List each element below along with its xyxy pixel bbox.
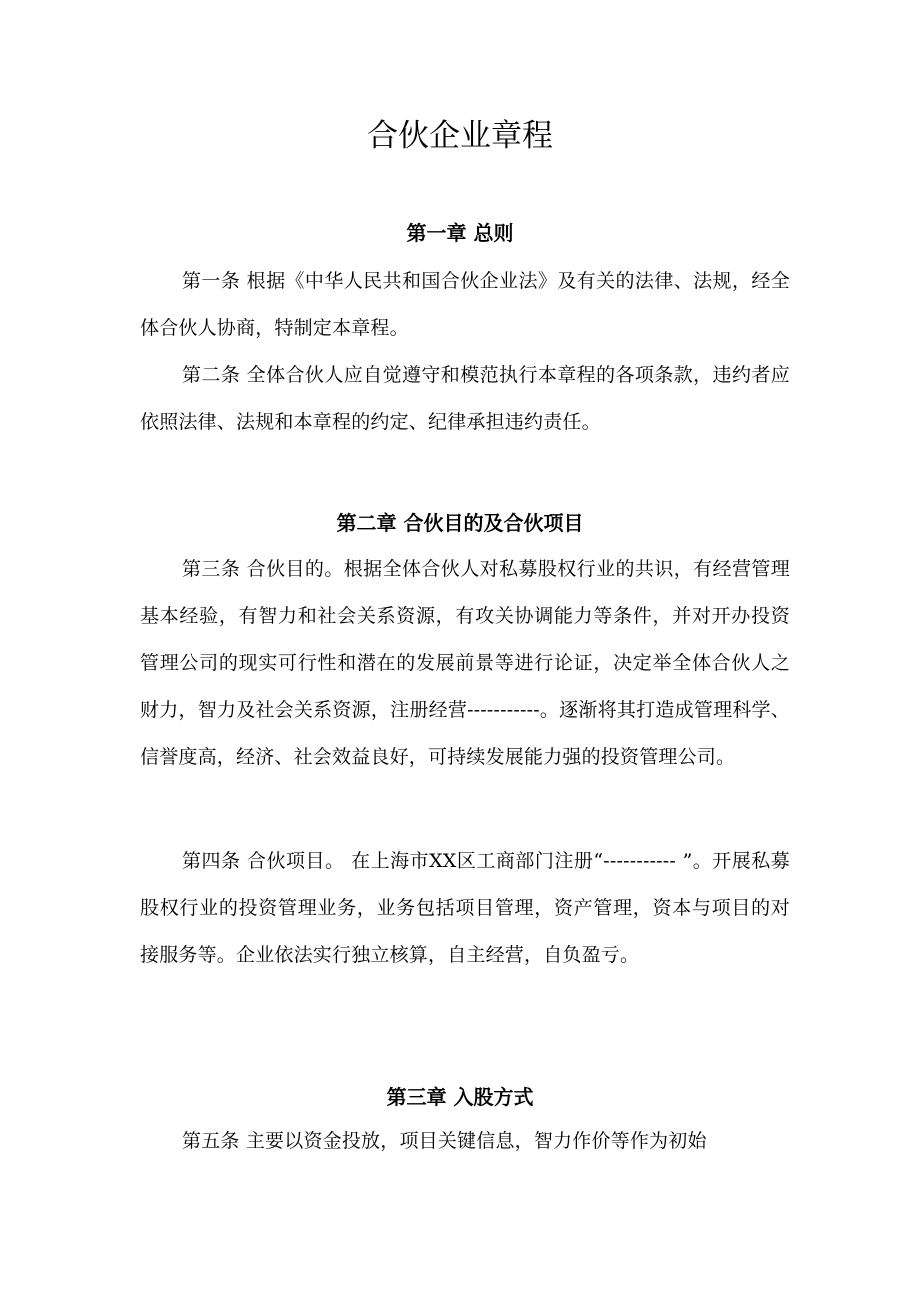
chapter-3-heading: 第三章 入股方式	[386, 1085, 534, 1109]
article-3: 第三条 合伙目的。根据全体合伙人对私募股权行业的共识，有经营管理基本经验，有智力和社会关系资源，有攻关协调能力等条件，并对开办投资管理公司的现实可行性和潜在的发展前景等进行论证，决定举全体合伙人之财力，智力及社会关系资源，注册经营-----------。逐渐将其打造成管理科学、信誉度高，经济、社会效益良好，可持续发展能力强的投资管理公司。	[140, 558, 790, 768]
article-2: 第二条 全体合伙人应自觉遵守和模范执行本章程的各项条款，违约者应依照法律、法规和本章程的约定、纪律承担违约责任。	[140, 364, 790, 433]
chapter-1-heading: 第一章 总则	[406, 221, 514, 245]
article-5: 第五条 主要以资金投放，项目关键信息，智力作价等作为初始	[182, 1130, 707, 1152]
chapter-2-heading: 第二章 合伙目的及合伙项目	[336, 511, 584, 535]
article-1: 第一条 根据《中华人民共和国合伙企业法》及有关的法律、法规，经全体合伙人协商，特制定本章程。	[140, 270, 790, 339]
document-title: 合伙企业章程	[367, 118, 553, 154]
article-4: 第四条 合伙项目。 在上海市XX区工商部门注册“----------- ”。开展私募股权行业的投资管理业务，业务包括项目管理，资产管理，资本与项目的对接服务等。企业依法实行独立核算，自主经营，自负盈亏。	[140, 850, 790, 966]
